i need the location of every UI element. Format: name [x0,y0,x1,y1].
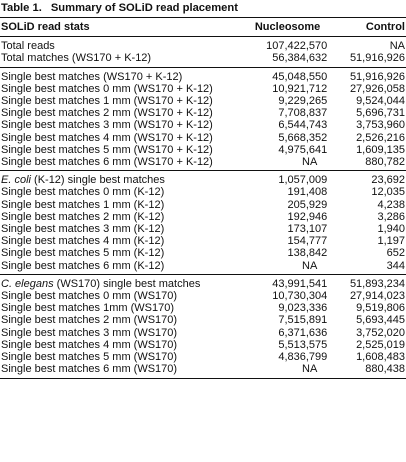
header-control: Control [342,18,406,37]
nucleosome-value: 5,513,575 [278,338,328,351]
organism-name: E. coli [1,174,31,187]
table-row [0,290,406,302]
row-label [0,52,242,67]
row-label-text: Single best matches 4 mm (WS170) [1,338,178,351]
control-value: 51,916,926 [349,52,405,65]
table-row [0,363,406,379]
header-nucleosome: Nucleosome [242,18,342,37]
control-value: 3,286 [377,210,405,223]
control-value: 51,916,926 [342,67,406,83]
nucleosome-value: NA [242,363,342,379]
control-value: 1,608,483 [356,351,405,364]
control-value: 23,692 [342,171,406,187]
table-row [0,186,406,198]
control-value: 9,519,806 [356,302,405,315]
nucleosome-value: 4,975,641 [278,143,328,156]
row-label-text: Single best matches 6 mm (WS170) [1,363,178,376]
table-row [0,339,406,351]
row-label-text: Single best matches 0 mm (WS170) [1,290,178,303]
table-row [0,37,406,53]
nucleosome-value: 10,730,304 [272,290,328,303]
row-label-text: Single best matches 3 mm (K-12) [1,223,165,236]
nucleosome-value: 4,836,799 [278,351,328,364]
control-value: 1,197 [377,235,405,248]
row-label-text: Single best matches 5 mm (WS170) [1,351,178,364]
nucleosome-value: 154,777 [287,235,328,248]
nucleosome-value: 9,023,336 [278,302,328,315]
control-value: 880,438 [342,363,406,379]
table-row [0,223,406,235]
table-row [0,199,406,211]
table-row [0,302,406,314]
row-label-text: Single best matches (WS170 + K-12) [1,70,183,83]
nucleosome-value: 5,668,352 [278,131,328,144]
table-row [0,351,406,363]
row-label-text: Single best matches 1mm (WS170) [1,302,175,315]
read-placement-table [0,17,406,379]
row-label [0,67,242,83]
row-label [0,211,242,223]
row-label [0,351,242,363]
table-row [0,67,406,83]
nucleosome-value: NA [302,259,318,272]
control-value: 2,525,019 [356,338,405,351]
table-caption-title: Summary of SOLiD read placement [50,2,238,14]
control-value: 12,035 [371,186,405,199]
row-label [0,327,242,339]
control-value: 5,693,445 [356,314,405,327]
row-label-text: Single best matches 6 mm (K-12) [1,259,165,272]
table-header-row [0,18,406,37]
row-label-text: Single best matches 5 mm (WS170 + K-12) [1,143,213,156]
row-label [0,144,242,156]
table-row [0,52,406,67]
nucleosome-value: 6,371,636 [278,326,328,339]
row-label-text: Total matches (WS170 + K-12) [1,52,152,65]
row-label-text: Total reads [1,40,55,53]
row-label-text: Single best matches 2 mm (WS170) [1,314,178,327]
row-label-text: Single best matches 5 mm (K-12) [1,247,165,260]
nucleosome-value: 10,921,712 [272,82,328,95]
table-row [0,132,406,144]
row-label-text: Single best matches 2 mm (WS170 + K-12) [1,107,213,120]
row-label-text: Single best matches 0 mm (K-12) [1,186,165,199]
nucleosome-value: 7,708,837 [278,107,328,120]
nucleosome-value: 56,384,632 [272,52,328,65]
nucleosome-value: 45,048,550 [242,67,342,83]
control-value: 1,940 [377,223,405,236]
nucleosome-value: 191,408 [287,186,328,199]
nucleosome-value: 107,422,570 [266,40,328,53]
control-value: 2,526,216 [356,131,405,144]
nucleosome-value: 192,946 [287,210,328,223]
nucleosome-value: NA [302,156,318,169]
nucleosome-value: 205,929 [287,198,328,211]
row-label [0,363,242,379]
header-read-stats: SOLiD read stats [0,18,242,37]
table-section [0,37,406,67]
row-label-text: Single best matches 4 mm (WS170 + K-12) [1,131,213,144]
table-row [0,119,406,131]
row-label [0,186,242,198]
row-label [0,119,242,131]
nucleosome-value: 173,107 [287,223,328,236]
nucleosome-value: 1,057,009 [242,171,342,187]
control-value: 3,752,020 [356,326,405,339]
nucleosome-value: 6,544,743 [278,119,328,132]
row-label [0,223,242,235]
table-row [0,171,406,187]
table-row [0,211,406,223]
table-row [0,260,406,275]
control-value: 344 [386,259,405,272]
row-label [0,132,242,144]
row-label-text: Single best matches 4 mm (K-12) [1,235,165,248]
row-label [0,37,242,53]
row-label [0,302,242,314]
row-label [0,156,242,171]
table-row [0,274,406,290]
row-label [0,290,242,302]
table-row [0,235,406,247]
table-row [0,327,406,339]
control-value: 51,893,234 [342,274,406,290]
control-value: 4,238 [377,198,405,211]
table-row [0,144,406,156]
row-label-text: Single best matches 3 mm (WS170 + K-12) [1,119,213,132]
table-row [0,156,406,171]
row-label-text: Single best matches 0 mm (WS170 + K-12) [1,82,213,95]
table-caption-label: Table 1. [1,2,42,14]
row-label-text: Single best matches 6 mm (WS170 + K-12) [1,156,213,169]
row-label [0,95,242,107]
nucleosome-value: 9,229,265 [278,95,328,108]
table-caption [0,0,406,17]
control-value: 27,914,023 [349,290,405,303]
row-label [0,83,242,95]
control-value: 5,696,731 [356,107,405,120]
row-label-text: (K-12) single best matches [30,174,165,187]
row-label [0,171,242,187]
row-label [0,260,242,275]
row-label-text: Single best matches 3 mm (WS170) [1,326,178,339]
row-label [0,339,242,351]
nucleosome-value: 43,991,541 [242,274,342,290]
table-row [0,107,406,119]
table-row [0,314,406,326]
table-section [0,67,406,171]
control-value: 3,753,960 [356,119,405,132]
row-label [0,107,242,119]
control-value: 27,926,058 [349,82,405,95]
row-label-text: (WS170) single best matches [53,277,201,290]
table-section [0,171,406,275]
row-label-text: Single best matches 1 mm (WS170 + K-12) [1,95,213,108]
control-value: 880,782 [365,156,405,169]
control-value: 9,524,044 [356,95,405,108]
nucleosome-value: 138,842 [287,247,328,260]
row-label [0,199,242,211]
row-label-text: Single best matches 2 mm (K-12) [1,210,165,223]
table-row [0,95,406,107]
row-label [0,247,242,259]
row-label-text: Single best matches 1 mm (K-12) [1,198,165,211]
row-label [0,235,242,247]
control-value: NA [389,40,405,53]
table-section [0,274,406,379]
table-row [0,83,406,95]
nucleosome-value: 7,515,891 [278,314,328,327]
row-label [0,274,242,290]
control-value: 1,609,135 [356,143,405,156]
table-row [0,247,406,259]
control-value: 652 [386,247,405,260]
organism-name: C. elegans [1,277,54,290]
row-label [0,314,242,326]
